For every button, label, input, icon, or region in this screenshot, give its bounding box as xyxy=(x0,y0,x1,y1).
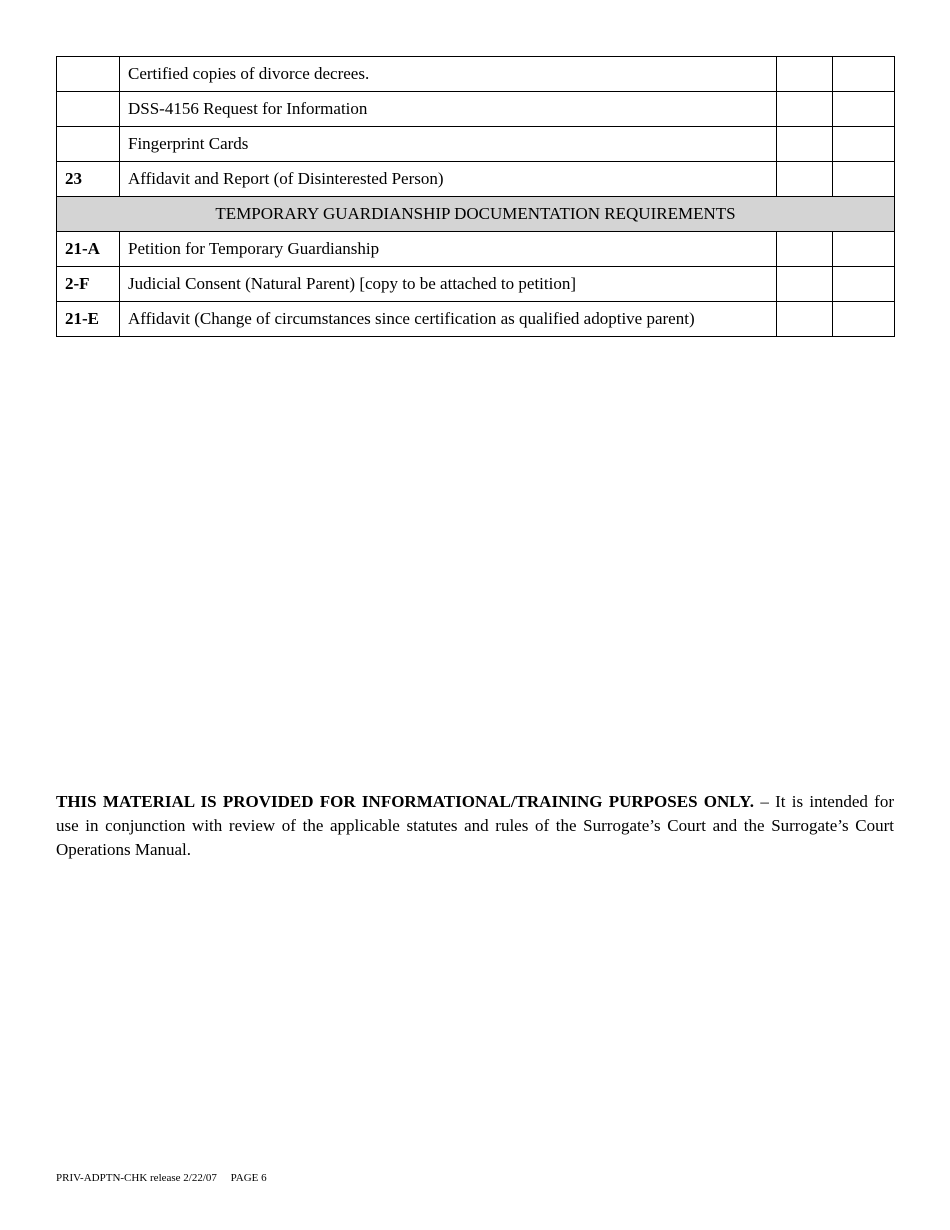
check-box-cell[interactable] xyxy=(833,267,895,302)
form-number: 2-F xyxy=(57,267,120,302)
document-description: Fingerprint Cards xyxy=(120,127,777,162)
check-box-cell[interactable] xyxy=(777,92,833,127)
table-row xyxy=(57,267,895,302)
disclaimer-body: – It is intended for use in conjunction with review of the applicable statutes and rules of the Surrogate’s Court and the Surrogate’s Court Operations Manual. xyxy=(56,792,894,859)
check-box-cell[interactable] xyxy=(833,127,895,162)
table-row xyxy=(57,57,895,92)
form-number: 23 xyxy=(57,162,120,197)
table-row xyxy=(57,232,895,267)
check-box-cell[interactable] xyxy=(833,162,895,197)
table-row xyxy=(57,302,895,337)
form-number: 21-E xyxy=(57,302,120,337)
check-box-cell[interactable] xyxy=(833,92,895,127)
check-box-cell[interactable] xyxy=(777,267,833,302)
document-description: Affidavit (Change of circumstances since certification as qualified adoptive parent) xyxy=(120,302,777,337)
check-box-cell[interactable] xyxy=(833,57,895,92)
page-footer: PRIV-ADPTN-CHK release 2/22/07 PAGE 6 xyxy=(56,1172,267,1184)
section-heading: TEMPORARY GUARDIANSHIP DOCUMENTATION REQUIREMENTS xyxy=(57,197,895,232)
form-number xyxy=(57,57,120,92)
disclaimer-paragraph xyxy=(56,790,894,862)
disclaimer-lead: THIS MATERIAL IS PROVIDED FOR INFORMATIONAL/TRAINING PURPOSES ONLY. xyxy=(56,792,755,811)
form-number xyxy=(57,127,120,162)
document-description: Judicial Consent (Natural Parent) [copy to be attached to petition] xyxy=(120,267,777,302)
document-description: DSS-4156 Request for Information xyxy=(120,92,777,127)
check-box-cell[interactable] xyxy=(777,127,833,162)
document-checklist-table xyxy=(56,56,895,337)
check-box-cell[interactable] xyxy=(777,302,833,337)
form-number: 21-A xyxy=(57,232,120,267)
check-box-cell[interactable] xyxy=(833,302,895,337)
document-description: Certified copies of divorce decrees. xyxy=(120,57,777,92)
table-row xyxy=(57,162,895,197)
check-box-cell[interactable] xyxy=(777,162,833,197)
document-description: Affidavit and Report (of Disinterested Person) xyxy=(120,162,777,197)
form-number xyxy=(57,92,120,127)
section-heading-row xyxy=(57,197,895,232)
table-row xyxy=(57,127,895,162)
check-box-cell[interactable] xyxy=(777,232,833,267)
check-box-cell[interactable] xyxy=(833,232,895,267)
document-description: Petition for Temporary Guardianship xyxy=(120,232,777,267)
check-box-cell[interactable] xyxy=(777,57,833,92)
table-row xyxy=(57,92,895,127)
